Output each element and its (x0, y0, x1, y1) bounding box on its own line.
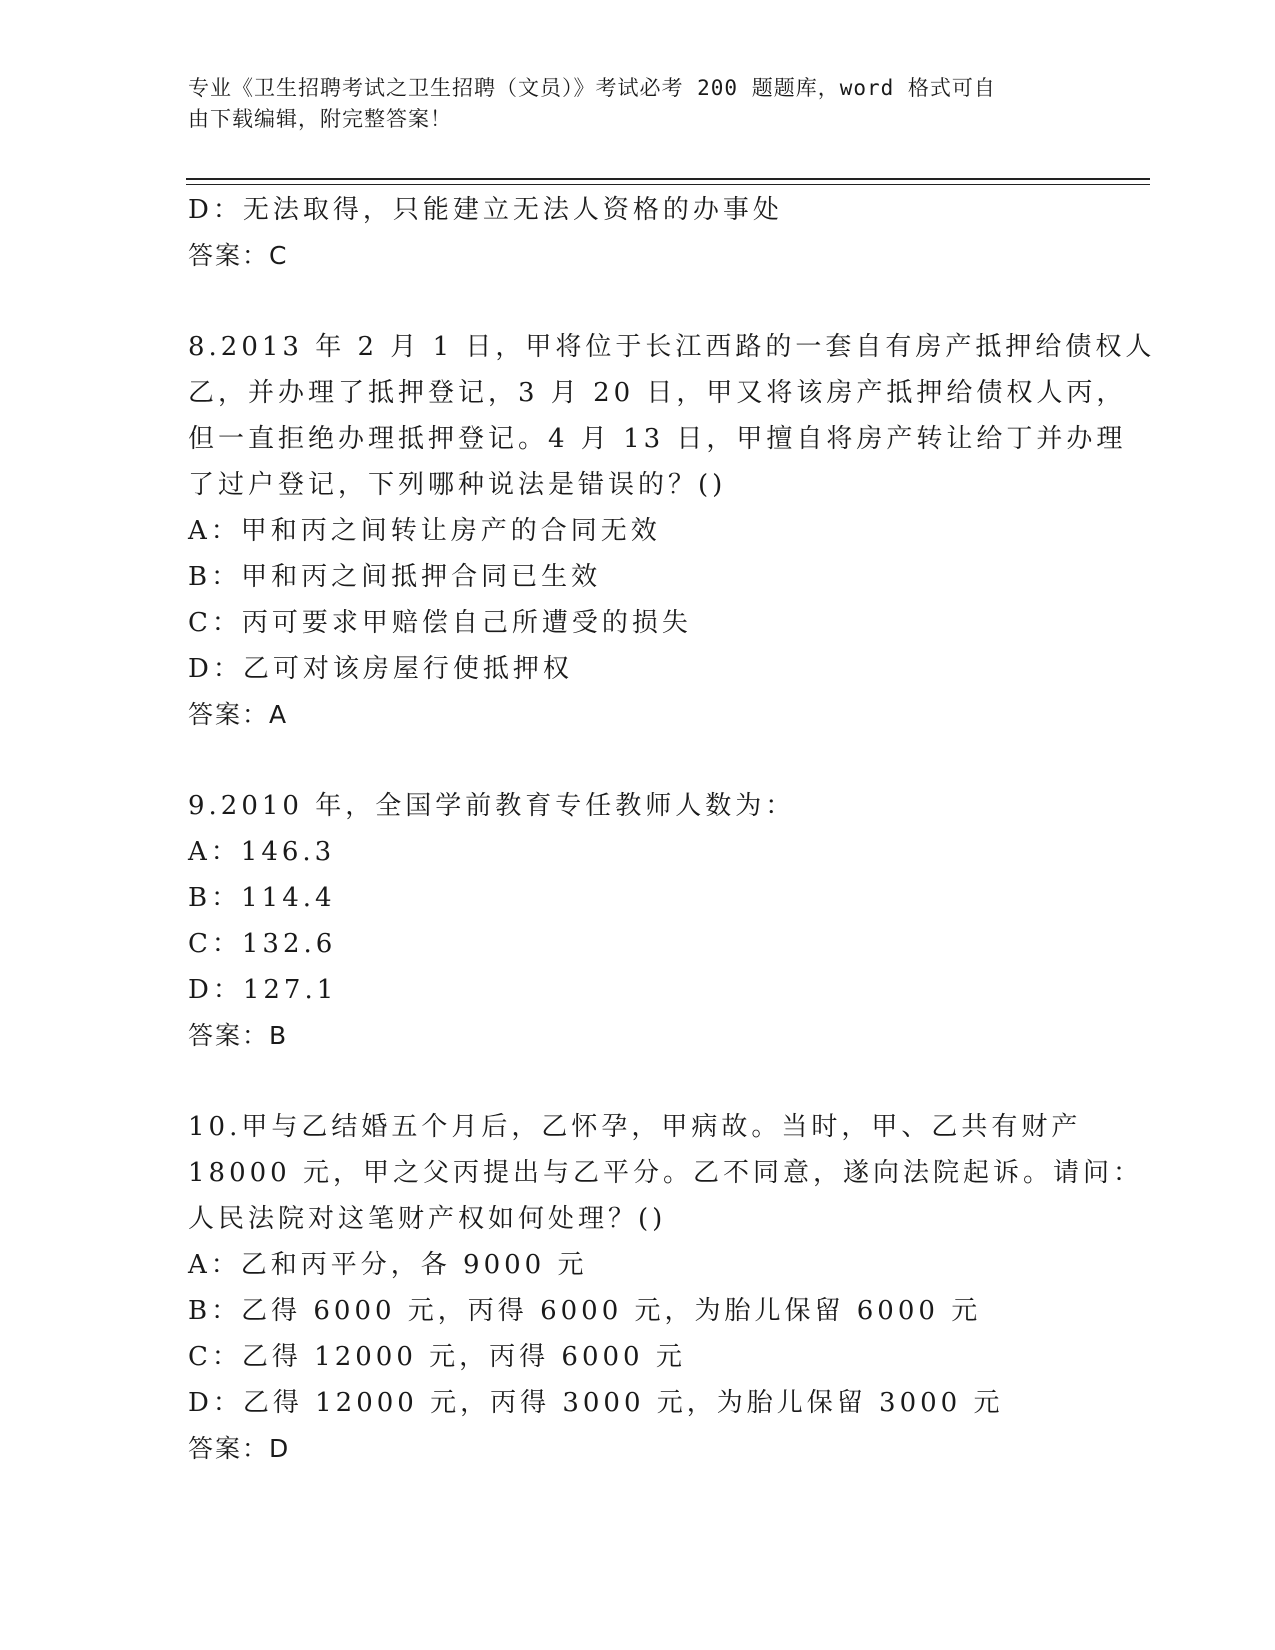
header-rule-thick (186, 178, 1150, 180)
question-8 (188, 324, 1156, 738)
option-d: D：127.1 (188, 975, 338, 1005)
option-a: A：乙和丙平分，各 9000 元 (188, 1250, 588, 1280)
question-9 (188, 783, 1088, 1059)
option-b: B：甲和丙之间抵押合同已生效 (188, 562, 602, 592)
answer-label: 答案：C (188, 241, 289, 270)
header-line-2: 由下载编辑，附完整答案！ (188, 107, 452, 131)
question-stem-line: 人民法院对这笔财产权如何处理？() (188, 1204, 667, 1234)
spacer (188, 1059, 1088, 1104)
answer-label: 答案：D (188, 1434, 291, 1463)
option-d: D：无法取得，只能建立无法人资格的办事处 (188, 195, 783, 225)
spacer (188, 279, 1088, 324)
header-line-1: 专业《卫生招聘考试之卫生招聘（文员）》考试必考 200 题题库，word 格式可自 (188, 76, 996, 100)
question-stem-line: 8.2013 年 2 月 1 日，甲将位于长江西路的一套自有房产抵押给债权人 (188, 332, 1156, 362)
page-header (188, 73, 1068, 135)
option-c: C：丙可要求甲赔偿自己所遭受的损失 (188, 608, 692, 638)
header-rule-thin (186, 184, 1150, 185)
question-stem-line: 10.甲与乙结婚五个月后，乙怀孕，甲病故。当时，甲、乙共有财产 (188, 1112, 1082, 1142)
question-stem-line: 9.2010 年，全国学前教育专任教师人数为： (188, 791, 796, 821)
answer-label: 答案：A (188, 700, 289, 729)
question-stem-line: 了过户登记，下列哪种说法是错误的？() (188, 470, 727, 500)
document-body (188, 187, 1156, 1472)
question-stem-line: 但一直拒绝办理抵押登记。4 月 13 日，甲擅自将房产转让给丁并办理 (188, 424, 1127, 454)
option-c: C：132.6 (188, 929, 337, 959)
question-stem-line: 乙，并办理了抵押登记，3 月 20 日，甲又将该房产抵押给债权人丙， (188, 378, 1127, 408)
option-c: C：乙得 12000 元，丙得 6000 元 (188, 1342, 686, 1372)
question-stem-line: 18000 元，甲之父丙提出与乙平分。乙不同意，遂向法院起诉。请问： (188, 1158, 1143, 1188)
option-b: B：114.4 (188, 883, 336, 913)
option-d: D：乙可对该房屋行使抵押权 (188, 654, 573, 684)
option-d: D：乙得 12000 元，丙得 3000 元，为胎儿保留 3000 元 (188, 1388, 1004, 1418)
spacer (188, 738, 1088, 783)
question-7-tail (188, 187, 1088, 279)
option-a: A：146.3 (188, 837, 336, 867)
option-b: B：乙得 6000 元，丙得 6000 元，为胎儿保留 6000 元 (188, 1296, 982, 1326)
answer-label: 答案：B (188, 1021, 289, 1050)
option-a: A：甲和丙之间转让房产的合同无效 (188, 516, 661, 546)
question-10 (188, 1104, 1143, 1472)
